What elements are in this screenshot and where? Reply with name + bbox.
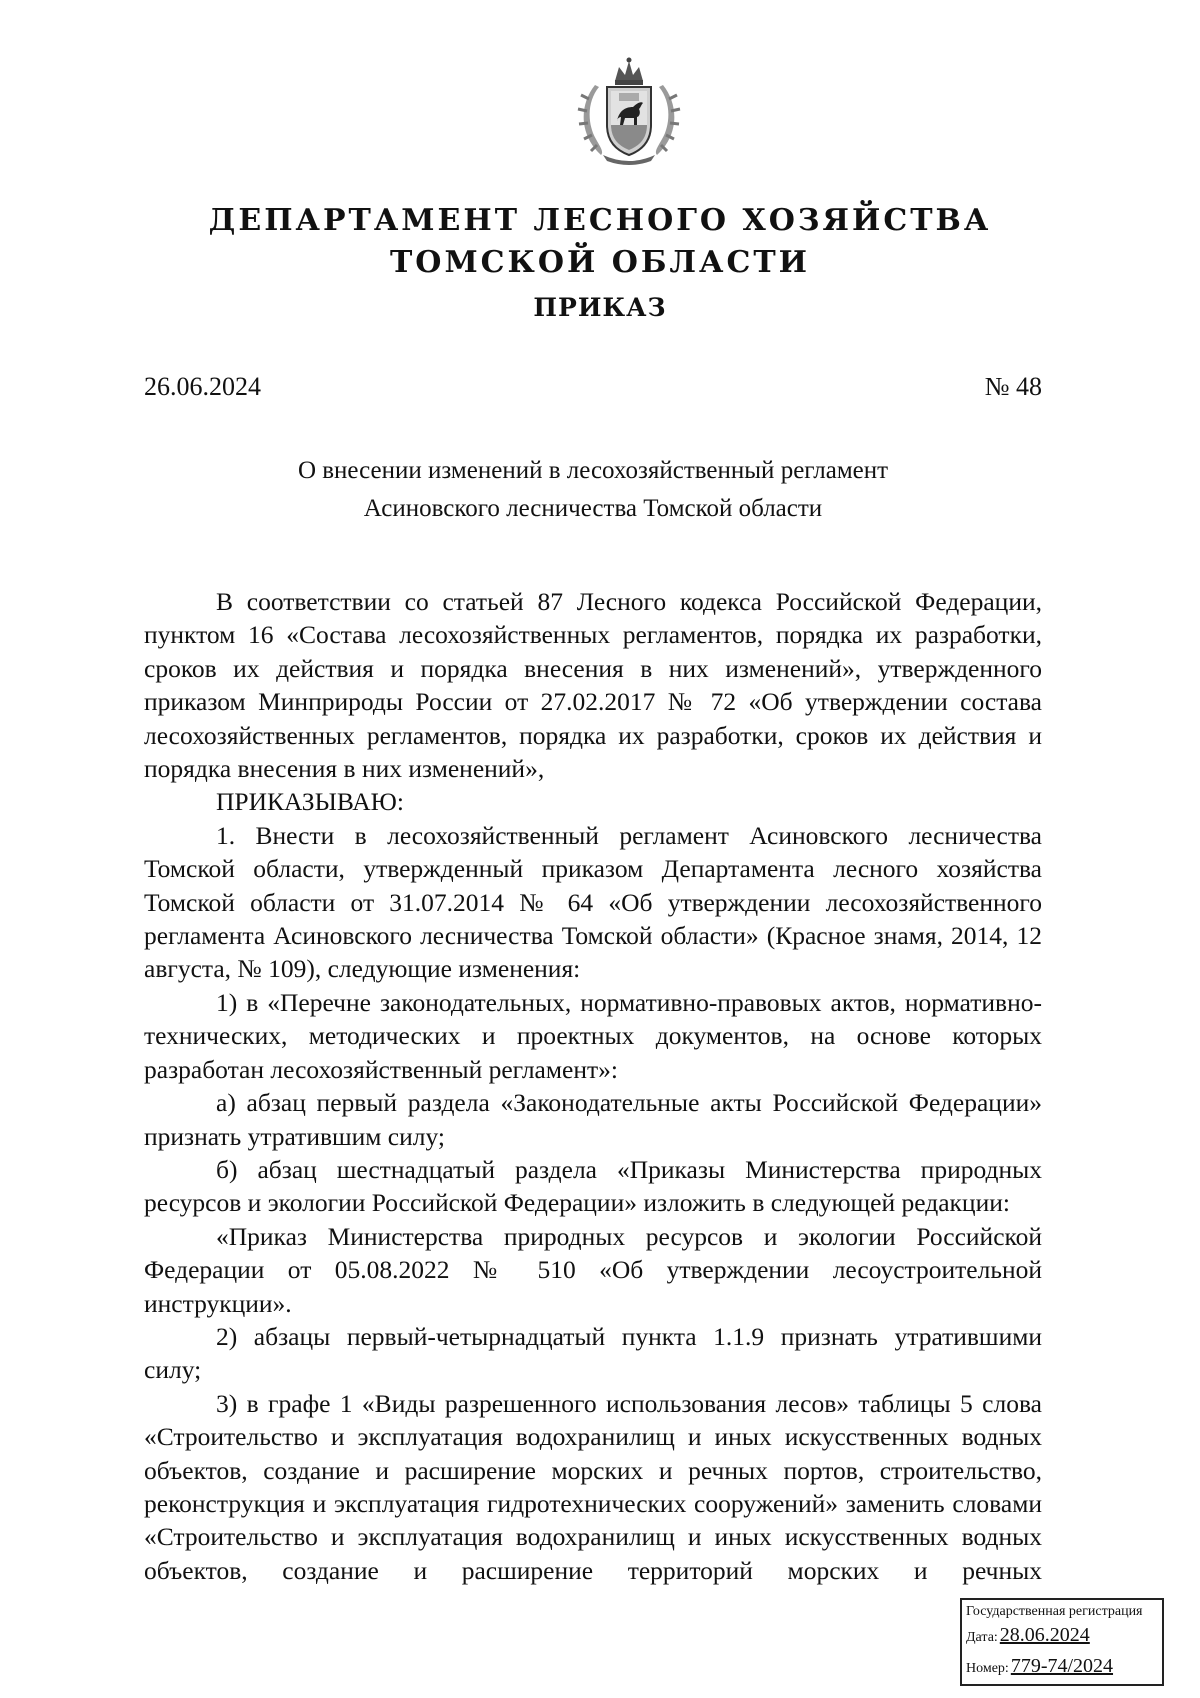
date-number-line <box>144 372 1042 402</box>
paragraph-subitem-a: а) абзац первый раздела «Законодательные акты Российской Федерации» признать утратившим силу; <box>144 1088 1042 1151</box>
order-subject <box>144 452 1042 528</box>
stamp-title: Государственная регистрация <box>966 1604 1143 1619</box>
document-type-title: ПРИКАЗ <box>533 293 667 322</box>
order-body <box>144 585 1042 1587</box>
registration-stamp <box>960 1598 1164 1686</box>
document-header <box>0 200 1200 330</box>
paragraph-subitem-b: б) абзац шестнадцатый раздела «Приказы Министерства природных ресурсов и экологии Российской Федерации» изложить в следующей редакции: <box>144 1154 1042 1218</box>
subject-line-2: Асиновского лесничества Томской области <box>363 495 823 522</box>
paragraph-item-1: 1. Внести в лесохозяйственный регламент Асиновского лесничества Томской области, утвержденный приказом Департамента лесного хозяйства Томской области от 31.07.2014 № 64 «Об утверждении лесохозяйственного регламента Асиновского лесничества Томской области» (Красное знамя, 2014, 12 августа, № 109), следующие изменения: <box>144 820 1042 984</box>
stamp-number-value: 779-74/2024 <box>1010 1655 1114 1677</box>
subject-line-1: О внесении изменений в лесохозяйственный регламент <box>297 457 889 484</box>
department-name-line-2: ТОМСКОЙ ОБЛАСТИ <box>389 245 811 280</box>
paragraph-subitem-3: 3) в графе 1 «Виды разрешенного использования лесов» таблицы 5 слова «Строительство и эксплуатация водохранилищ и иных искусственных водных объектов, создание и расширение морских и речных портов, строительство, реконструкция и эксплуатация гидротехнических сооружений» заменить словами «Строительство и эксплуатация водохранилищ и иных искусственных водных объектов, создание и расширение территорий морских и речных <box>144 1388 1042 1585</box>
stamp-number-label: Номер: <box>966 1661 1009 1676</box>
paragraph-subitem-2: 2) абзацы первый-четырнадцатый пункта 1.1.9 признать утратившими силу; <box>144 1321 1042 1385</box>
stamp-date-value: 28.06.2024 <box>999 1624 1090 1646</box>
order-date: 26.06.2024 <box>144 372 261 401</box>
paragraph-preamble: В соответствии со статьей 87 Лесного кодекса Российской Федерации, пунктом 16 «Состава лесохозяйственных регламентов, порядка их разработки, сроков их действия и порядка внесения в них изменений», утвержденного приказом Минприроды России от 27.02.2017 № 72 «Об утверждении состава лесохозяйственных регламентов, порядка их разработки, сроков их действия и порядка внесения в них изменений», <box>144 587 1042 784</box>
stamp-date-row <box>966 1621 1158 1652</box>
department-name-line-1: ДЕПАРТАМЕНТ ЛЕСНОГО ХОЗЯЙСТВА <box>208 203 992 238</box>
stamp-date-label: Дата: <box>966 1630 998 1645</box>
stamp-number-row <box>966 1652 1158 1683</box>
coat-of-arms-emblem-icon <box>575 55 683 167</box>
order-number: № 48 <box>984 372 1042 401</box>
paragraph-order-word: ПРИКАЗЫВАЮ: <box>216 787 404 817</box>
paragraph-subitem-1: 1) в «Перечне законодательных, нормативно-правовых актов, нормативно-технических, методических и проектных документов, на основе которых разработан лесохозяйственный регламент»: <box>144 987 1042 1084</box>
paragraph-quote: «Приказ Министерства природных ресурсов и экологии Российской Федерации от 05.08.2022 № 510 «Об утверждении лесоустроительной инструкции». <box>144 1221 1042 1318</box>
